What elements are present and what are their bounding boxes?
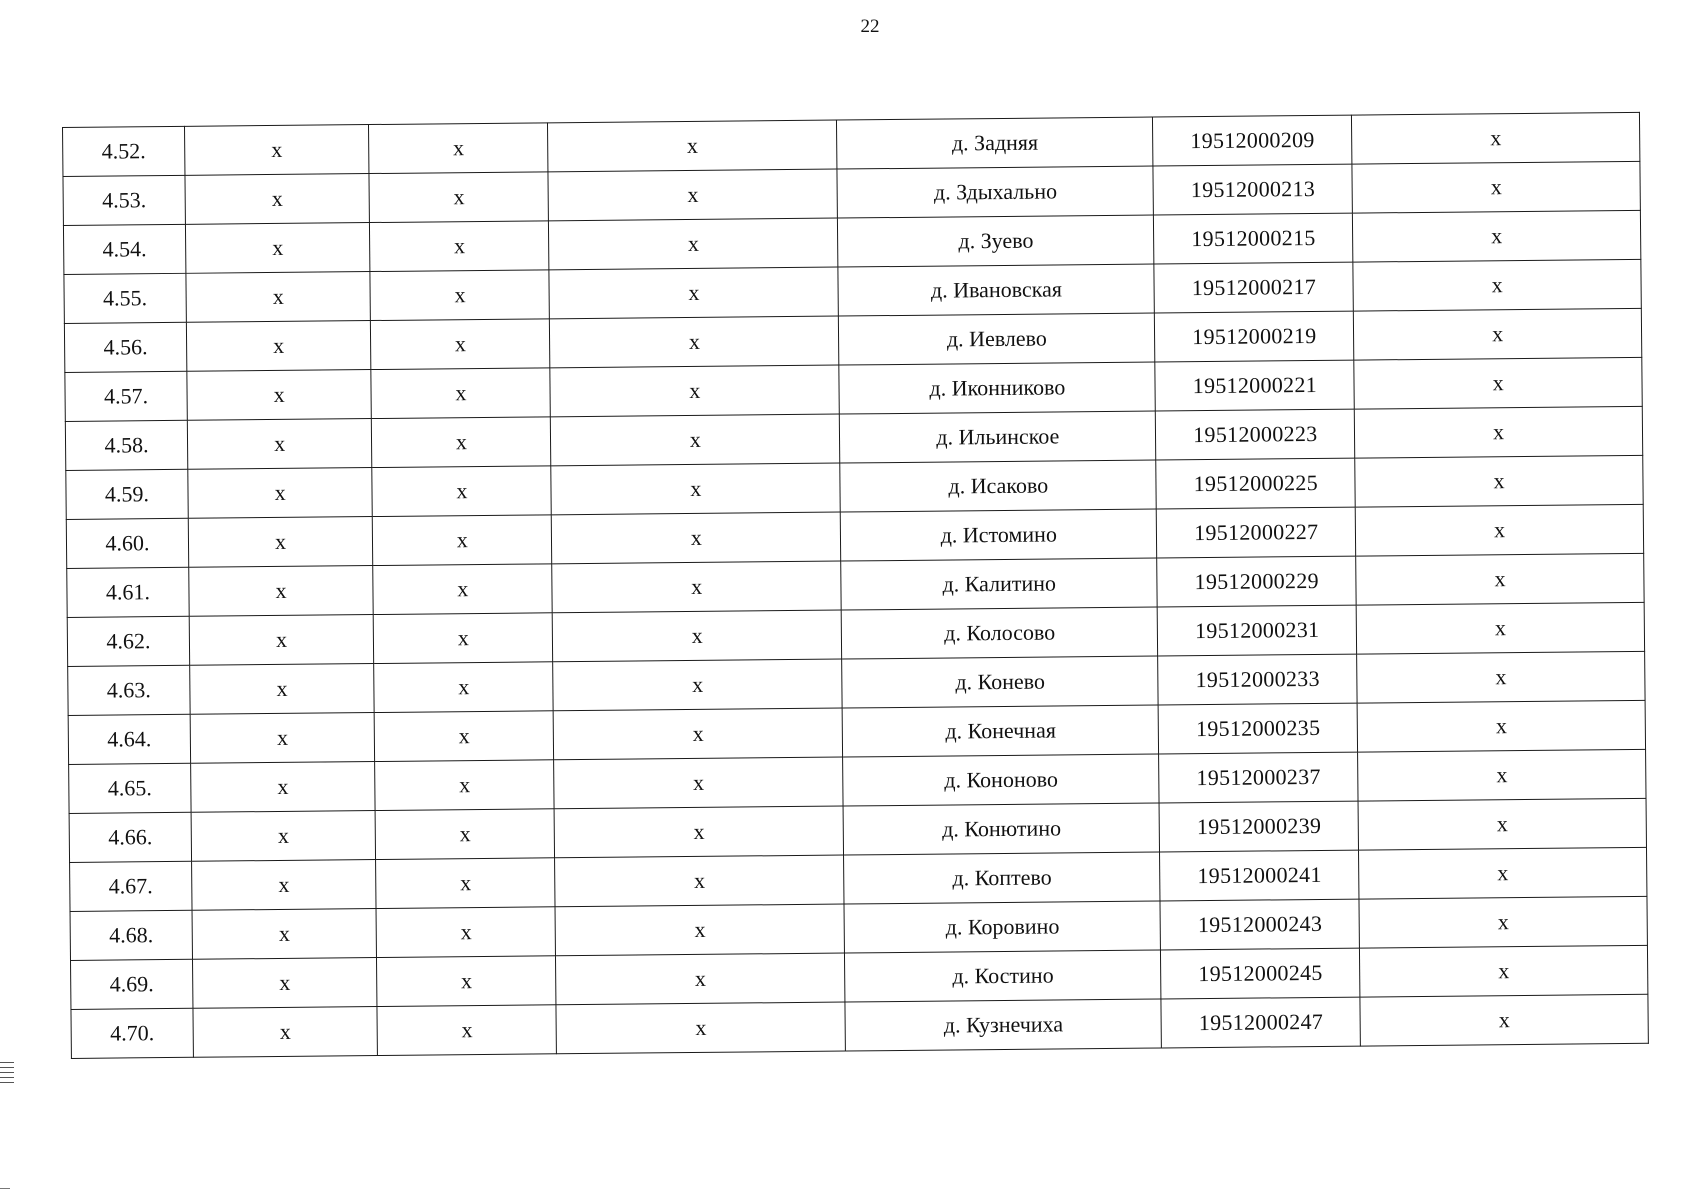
oktmo-code-cell: 19512000237 bbox=[1159, 752, 1358, 803]
cell-col4: х bbox=[556, 953, 845, 1005]
cell-col3: х bbox=[369, 123, 548, 174]
cell-col4: х bbox=[554, 757, 843, 809]
cell-col4: х bbox=[551, 463, 840, 515]
cell-col4: х bbox=[549, 218, 838, 270]
cell-col3: х bbox=[373, 564, 552, 615]
oktmo-code-cell: 19512000227 bbox=[1157, 507, 1356, 558]
registry-table-container bbox=[62, 112, 1649, 1059]
cell-col2: х bbox=[192, 958, 377, 1009]
cell-col2: х bbox=[189, 566, 374, 617]
margin-marks bbox=[0, 1062, 14, 1087]
cell-col2: х bbox=[189, 615, 374, 666]
cell-col4: х bbox=[554, 806, 843, 858]
oktmo-code-cell: 19512000243 bbox=[1160, 899, 1359, 950]
cell-col7: х bbox=[1360, 945, 1648, 997]
settlement-name-cell: д. Конютино bbox=[843, 803, 1160, 855]
settlement-name-cell: д. Кононово bbox=[843, 754, 1160, 806]
row-number-cell: 4.57. bbox=[65, 371, 187, 421]
cell-col4: х bbox=[555, 904, 844, 956]
row-number-cell: 4.54. bbox=[63, 224, 185, 274]
cell-col4: х bbox=[551, 414, 840, 466]
settlement-name-cell: д. Здыхально bbox=[837, 166, 1154, 218]
cell-col2: х bbox=[185, 174, 370, 225]
settlement-name-cell: д. Костино bbox=[845, 950, 1162, 1002]
oktmo-code-cell: 19512000209 bbox=[1153, 115, 1352, 166]
oktmo-code-cell: 19512000247 bbox=[1161, 997, 1360, 1048]
cell-col7: х bbox=[1360, 994, 1648, 1046]
cell-col3: х bbox=[371, 319, 550, 370]
cell-col3: х bbox=[372, 466, 551, 517]
cell-col4: х bbox=[548, 169, 837, 221]
cell-col3: х bbox=[374, 613, 553, 664]
row-number-cell: 4.68. bbox=[70, 910, 192, 960]
oktmo-code-cell: 19512000223 bbox=[1156, 409, 1355, 460]
oktmo-code-cell: 19512000239 bbox=[1159, 801, 1358, 852]
oktmo-code-cell: 19512000231 bbox=[1158, 605, 1357, 656]
cell-col2: х bbox=[191, 860, 376, 911]
cell-col4: х bbox=[550, 316, 839, 368]
cell-col7: х bbox=[1355, 504, 1643, 556]
cell-col3: х bbox=[376, 907, 555, 958]
cell-col4: х bbox=[555, 855, 844, 907]
cell-col2: х bbox=[188, 468, 373, 519]
cell-col7: х bbox=[1353, 259, 1641, 311]
cell-col2: х bbox=[193, 1007, 378, 1058]
cell-col2: х bbox=[186, 321, 371, 372]
cell-col3: х bbox=[377, 1005, 556, 1056]
row-number-cell: 4.70. bbox=[71, 1008, 193, 1058]
cell-col7: х bbox=[1355, 455, 1643, 507]
cell-col3: х bbox=[375, 711, 554, 762]
cell-col7: х bbox=[1356, 602, 1644, 654]
settlement-name-cell: д. Коптево bbox=[844, 852, 1161, 904]
row-number-cell: 4.64. bbox=[68, 714, 190, 764]
cell-col4: х bbox=[549, 267, 838, 319]
cell-col3: х bbox=[370, 221, 549, 272]
row-number-cell: 4.61. bbox=[67, 567, 189, 617]
row-number-cell: 4.67. bbox=[70, 861, 192, 911]
settlement-name-cell: д. Зуево bbox=[838, 215, 1155, 267]
cell-col3: х bbox=[372, 417, 551, 468]
row-number-cell: 4.59. bbox=[66, 469, 188, 519]
settlement-name-cell: д. Конечная bbox=[842, 705, 1159, 757]
settlement-name-cell: д. Иконниково bbox=[839, 362, 1156, 414]
oktmo-code-cell: 19512000233 bbox=[1158, 654, 1357, 705]
cell-col7: х bbox=[1352, 161, 1640, 213]
cell-col4: х bbox=[548, 120, 837, 172]
cell-col7: х bbox=[1356, 553, 1644, 605]
settlement-name-cell: д. Ивановская bbox=[838, 264, 1155, 316]
row-number-cell: 4.53. bbox=[63, 175, 185, 225]
oktmo-code-cell: 19512000213 bbox=[1153, 164, 1352, 215]
cell-col7: х bbox=[1359, 847, 1647, 899]
settlement-name-cell: д. Калитино bbox=[841, 558, 1158, 610]
oktmo-code-cell: 19512000229 bbox=[1157, 556, 1356, 607]
oktmo-code-cell: 19512000225 bbox=[1156, 458, 1355, 509]
settlement-name-cell: д. Истомино bbox=[840, 509, 1157, 561]
cell-col7: х bbox=[1357, 651, 1645, 703]
settlement-name-cell: д. Ильинское bbox=[839, 411, 1156, 463]
cell-col2: х bbox=[188, 517, 373, 568]
cell-col4: х bbox=[553, 659, 842, 711]
row-number-cell: 4.62. bbox=[67, 616, 189, 666]
cell-col7: х bbox=[1359, 896, 1647, 948]
cell-col3: х bbox=[371, 368, 550, 419]
row-number-cell: 4.56. bbox=[64, 322, 186, 372]
cell-col2: х bbox=[191, 811, 376, 862]
cell-col4: х bbox=[550, 365, 839, 417]
registry-table bbox=[62, 112, 1649, 1059]
cell-col2: х bbox=[187, 370, 372, 421]
cell-col7: х bbox=[1352, 112, 1640, 164]
oktmo-code-cell: 19512000217 bbox=[1154, 262, 1353, 313]
cell-col2: х bbox=[191, 762, 376, 813]
cell-col4: х bbox=[553, 610, 842, 662]
cell-col2: х bbox=[190, 664, 375, 715]
oktmo-code-cell: 19512000221 bbox=[1155, 360, 1354, 411]
oktmo-code-cell: 19512000215 bbox=[1154, 213, 1353, 264]
page-number: 22 bbox=[860, 16, 880, 37]
cell-col2: х bbox=[184, 125, 369, 176]
row-number-cell: 4.66. bbox=[69, 812, 191, 862]
cell-col2: х bbox=[187, 419, 372, 470]
cell-col3: х bbox=[369, 172, 548, 223]
table-body bbox=[63, 112, 1649, 1058]
cell-col3: х bbox=[376, 858, 555, 909]
row-number-cell: 4.55. bbox=[64, 273, 186, 323]
oktmo-code-cell: 19512000241 bbox=[1160, 850, 1359, 901]
cell-col2: х bbox=[186, 272, 371, 323]
cell-col4: х bbox=[552, 512, 841, 564]
settlement-name-cell: д. Колосово bbox=[841, 607, 1158, 659]
cell-col2: х bbox=[190, 713, 375, 764]
row-number-cell: 4.63. bbox=[68, 665, 190, 715]
oktmo-code-cell: 19512000235 bbox=[1159, 703, 1358, 754]
cell-col3: х bbox=[377, 956, 556, 1007]
cell-col7: х bbox=[1353, 210, 1641, 262]
cell-col3: х bbox=[370, 270, 549, 321]
settlement-name-cell: д. Исаково bbox=[840, 460, 1157, 512]
settlement-name-cell: д. Задняя bbox=[837, 117, 1154, 169]
row-number-cell: 4.60. bbox=[66, 518, 188, 568]
cell-col7: х bbox=[1354, 308, 1642, 360]
row-number-cell: 4.69. bbox=[71, 959, 193, 1009]
row-number-cell: 4.65. bbox=[69, 763, 191, 813]
settlement-name-cell: д. Конево bbox=[842, 656, 1159, 708]
settlement-name-cell: д. Иевлево bbox=[839, 313, 1156, 365]
cell-col3: х bbox=[373, 515, 552, 566]
cell-col3: х bbox=[375, 809, 554, 860]
row-number-cell: 4.52. bbox=[63, 126, 185, 176]
cell-col2: х bbox=[192, 909, 377, 960]
cell-col4: х bbox=[552, 561, 841, 613]
cell-col7: х bbox=[1354, 357, 1642, 409]
oktmo-code-cell: 19512000219 bbox=[1155, 311, 1354, 362]
cell-col4: х bbox=[554, 708, 843, 760]
cell-col3: х bbox=[375, 760, 554, 811]
cell-col7: х bbox=[1357, 700, 1645, 752]
row-number-cell: 4.58. bbox=[65, 420, 187, 470]
margin-mark bbox=[0, 1188, 10, 1189]
settlement-name-cell: д. Кузнечиха bbox=[845, 999, 1162, 1051]
cell-col7: х bbox=[1358, 798, 1646, 850]
cell-col4: х bbox=[556, 1002, 845, 1054]
cell-col7: х bbox=[1358, 749, 1646, 801]
oktmo-code-cell: 19512000245 bbox=[1161, 948, 1360, 999]
cell-col7: х bbox=[1354, 406, 1642, 458]
cell-col3: х bbox=[374, 662, 553, 713]
settlement-name-cell: д. Коровино bbox=[844, 901, 1161, 953]
cell-col2: х bbox=[185, 223, 370, 274]
